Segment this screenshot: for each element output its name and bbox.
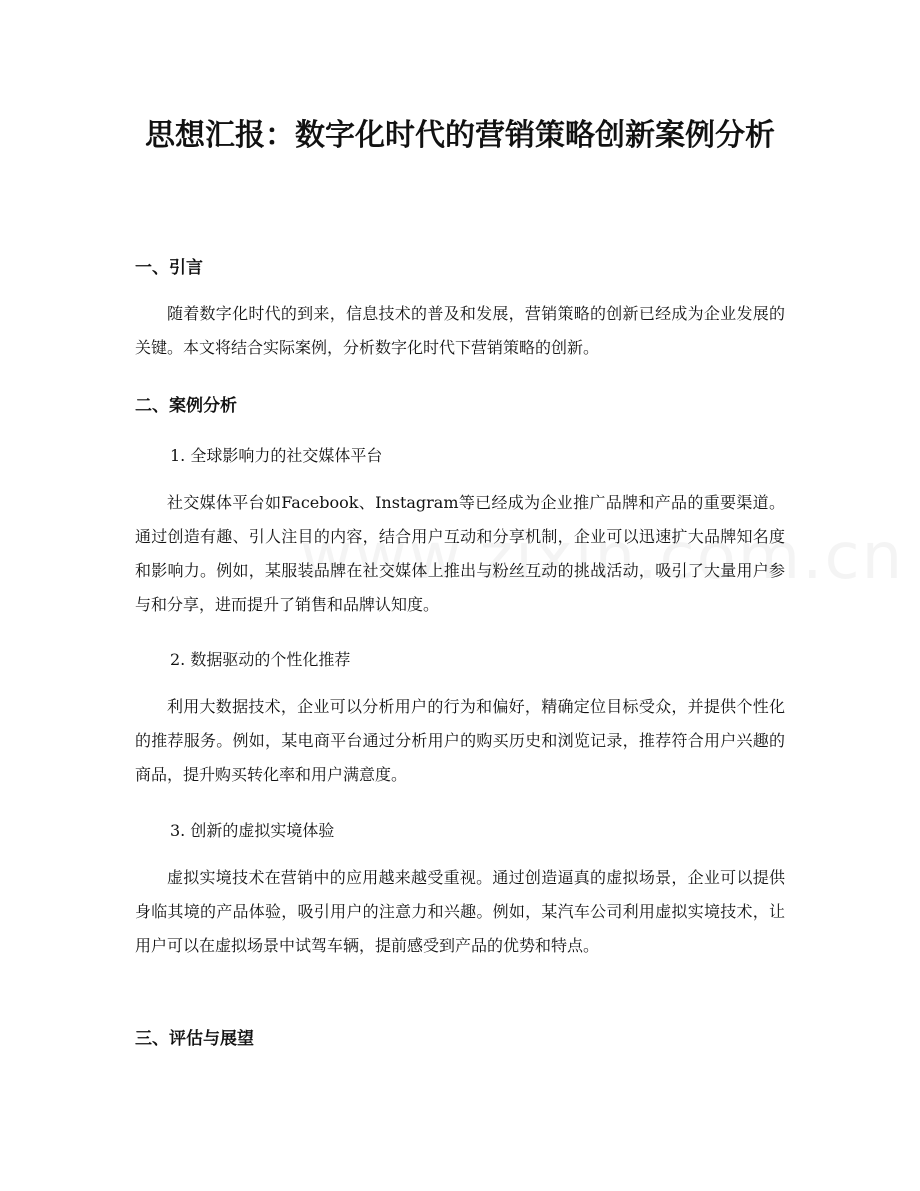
- section-heading-evaluation-outlook: 三、评估与展望: [135, 1029, 254, 1049]
- case-subheading-personalized-recommendation: 2. 数据驱动的个性化推荐: [170, 650, 351, 669]
- case-paragraph-personalized-recommendation: 利用大数据技术，企业可以分析用户的行为和偏好，精确定位目标受众，并提供个性化的推荐服务。例如，某电商平台通过分析用户的购买历史和浏览记录，推荐符合用户兴趣的商品，提升购买转化率和用户满意度。: [135, 697, 785, 784]
- case-subheading-social-media: 1. 全球影响力的社交媒体平台: [170, 446, 383, 465]
- section-paragraph-introduction: 随着数字化时代的到来，信息技术的普及和发展，营销策略的创新已经成为企业发展的关键。本文将结合实际案例，分析数字化时代下营销策略的创新。: [135, 304, 785, 357]
- section-heading-introduction: 一、引言: [135, 258, 203, 278]
- document-title: 思想汇报：数字化时代的营销策略创新案例分析: [145, 118, 775, 153]
- case-subheading-virtual-reality: 3. 创新的虚拟实境体验: [170, 821, 335, 840]
- case-paragraph-virtual-reality: 虚拟实境技术在营销中的应用越来越受重视。通过创造逼真的虚拟场景，企业可以提供身临其境的产品体验，吸引用户的注意力和兴趣。例如，某汽车公司利用虚拟实境技术，让用户可以在虚拟场景中试驾车辆，提前感受到产品的优势和特点。: [135, 868, 785, 955]
- section-heading-case-analysis: 二、案例分析: [135, 396, 237, 416]
- case-paragraph-social-media: 社交媒体平台如Facebook、Instagram等已经成为企业推广品牌和产品的重要渠道。通过创造有趣、引人注目的内容，结合用户互动和分享机制，企业可以迅速扩大品牌知名度和影响力。例如，某服装品牌在社交媒体上推出与粉丝互动的挑战活动，吸引了大量用户参与和分享，进而提升了销售和品牌认知度。: [135, 493, 785, 614]
